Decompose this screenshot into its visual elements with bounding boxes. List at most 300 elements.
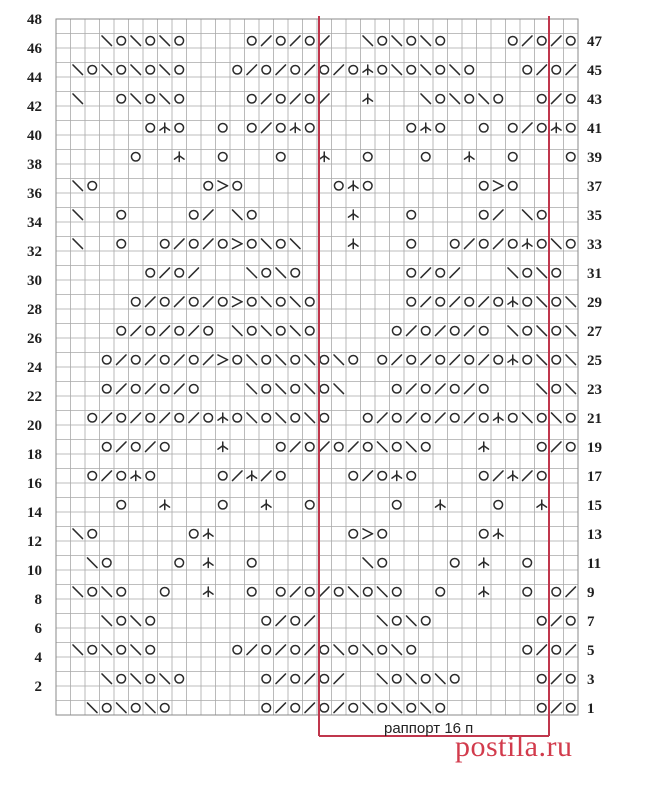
row-number-left: 26 (27, 331, 42, 347)
row-number-left: 8 (34, 592, 42, 608)
yarn-over-symbol (262, 268, 271, 277)
yarn-over-symbol (537, 94, 546, 103)
yarn-over-symbol (537, 674, 546, 683)
ssk-symbol (537, 268, 547, 278)
ssk-symbol (421, 703, 431, 713)
yarn-over-symbol (320, 703, 329, 712)
k2tog-symbol (551, 36, 561, 46)
yarn-over-symbol (262, 616, 271, 625)
right-double-decrease-symbol (232, 239, 242, 249)
double-decrease-symbol (551, 123, 561, 133)
yarn-over-symbol (88, 529, 97, 538)
yarn-over-symbol (262, 703, 271, 712)
yarn-over-symbol (552, 587, 561, 596)
row-number-right: 33 (587, 236, 602, 253)
right-double-decrease-symbol (232, 297, 242, 307)
yarn-over-symbol (146, 326, 155, 335)
yarn-over-symbol (146, 471, 155, 480)
yarn-over-symbol (566, 152, 575, 161)
row-number-right: 9 (587, 584, 595, 601)
row-number-left: 38 (27, 157, 42, 173)
ssk-symbol (276, 413, 286, 423)
yarn-over-symbol (465, 65, 474, 74)
right-double-decrease-symbol (218, 181, 228, 191)
yarn-over-symbol (305, 297, 314, 306)
double-decrease-symbol (203, 529, 213, 539)
yarn-over-symbol (363, 181, 372, 190)
yarn-over-symbol (378, 65, 387, 74)
ssk-symbol (537, 355, 547, 365)
row-number-left: 10 (27, 563, 42, 579)
yarn-over-symbol (436, 587, 445, 596)
yarn-over-symbol (421, 152, 430, 161)
row-number-right: 45 (587, 62, 602, 79)
yarn-over-symbol (349, 703, 358, 712)
row-number-left: 28 (27, 302, 42, 318)
yarn-over-symbol (479, 471, 488, 480)
yarn-over-symbol (160, 442, 169, 451)
yarn-over-symbol (233, 65, 242, 74)
yarn-over-symbol (523, 558, 532, 567)
k2tog-symbol (450, 268, 460, 278)
yarn-over-symbol (88, 65, 97, 74)
k2tog-symbol (305, 703, 315, 713)
ssk-symbol (522, 210, 532, 220)
yarn-over-symbol (479, 413, 488, 422)
yarn-over-symbol (160, 355, 169, 364)
yarn-over-symbol (117, 645, 126, 654)
row-number-left: 20 (27, 418, 42, 434)
yarn-over-symbol (450, 558, 459, 567)
ssk-symbol (73, 587, 83, 597)
ssk-symbol (73, 181, 83, 191)
ssk-symbol (73, 94, 83, 104)
ssk-symbol (450, 94, 460, 104)
ssk-symbol (305, 413, 315, 423)
yarn-over-symbol (146, 65, 155, 74)
k2tog-symbol (479, 355, 489, 365)
yarn-over-symbol (349, 65, 358, 74)
yarn-over-symbol (247, 587, 256, 596)
yarn-over-symbol (175, 674, 184, 683)
yarn-over-symbol (392, 413, 401, 422)
yarn-over-symbol (160, 297, 169, 306)
k2tog-symbol (464, 384, 474, 394)
yarn-over-symbol (247, 297, 256, 306)
yarn-over-symbol (262, 674, 271, 683)
yarn-over-symbol (421, 326, 430, 335)
ssk-symbol (537, 326, 547, 336)
double-decrease-symbol (203, 558, 213, 568)
yarn-over-symbol (436, 355, 445, 364)
yarn-over-symbol (508, 413, 517, 422)
row-number-right: 19 (587, 439, 602, 456)
yarn-over-symbol (117, 500, 126, 509)
yarn-over-symbol (407, 471, 416, 480)
row-number-left: 36 (27, 186, 42, 202)
yarn-over-symbol (523, 587, 532, 596)
ssk-symbol (421, 65, 431, 75)
ssk-symbol (247, 355, 257, 365)
k2tog-symbol (551, 703, 561, 713)
yarn-over-symbol (436, 65, 445, 74)
double-decrease-symbol (363, 65, 373, 75)
yarn-over-symbol (276, 152, 285, 161)
yarn-over-symbol (88, 181, 97, 190)
yarn-over-symbol (334, 587, 343, 596)
ssk-symbol (522, 413, 532, 423)
yarn-over-symbol (349, 471, 358, 480)
double-decrease-symbol (493, 529, 503, 539)
yarn-over-symbol (552, 645, 561, 654)
yarn-over-symbol (204, 326, 213, 335)
yarn-over-symbol (291, 413, 300, 422)
row-number-left: 6 (34, 621, 42, 637)
ssk-symbol (348, 587, 358, 597)
k2tog-symbol (261, 36, 271, 46)
yarn-over-symbol (537, 210, 546, 219)
yarn-over-symbol (392, 442, 401, 451)
ssk-symbol (261, 297, 271, 307)
k2tog-symbol (290, 442, 300, 452)
yarn-over-symbol (291, 645, 300, 654)
yarn-over-symbol (508, 152, 517, 161)
ssk-symbol (145, 703, 155, 713)
yarn-over-symbol (537, 36, 546, 45)
ssk-symbol (73, 239, 83, 249)
yarn-over-symbol (537, 703, 546, 712)
yarn-over-symbol (88, 587, 97, 596)
row-number-left: 18 (27, 447, 42, 463)
k2tog-symbol (203, 239, 213, 249)
k2tog-symbol (421, 268, 431, 278)
yarn-over-symbol (247, 326, 256, 335)
yarn-over-symbol (262, 384, 271, 393)
yarn-over-symbol (247, 558, 256, 567)
yarn-over-symbol (305, 123, 314, 132)
k2tog-symbol (116, 384, 126, 394)
ssk-symbol (435, 674, 445, 684)
yarn-over-symbol (305, 500, 314, 509)
double-decrease-symbol (493, 413, 503, 423)
k2tog-symbol (305, 616, 315, 626)
k2tog-symbol (493, 471, 503, 481)
row-number-right: 3 (587, 671, 595, 688)
right-row-numbers (587, 34, 603, 717)
yarn-over-symbol (291, 268, 300, 277)
yarn-over-symbol (566, 94, 575, 103)
ssk-symbol (160, 94, 170, 104)
double-decrease-symbol (218, 442, 228, 452)
k2tog-symbol (421, 355, 431, 365)
yarn-over-symbol (131, 355, 140, 364)
ssk-symbol (421, 94, 431, 104)
yarn-over-symbol (494, 94, 503, 103)
double-decrease-symbol (508, 297, 518, 307)
yarn-over-symbol (218, 297, 227, 306)
yarn-over-symbol (247, 210, 256, 219)
yarn-over-symbol (523, 268, 532, 277)
yarn-over-symbol (117, 94, 126, 103)
row-number-left: 44 (27, 70, 42, 86)
ssk-symbol (537, 384, 547, 394)
ssk-symbol (392, 36, 402, 46)
yarn-over-symbol (320, 355, 329, 364)
ssk-symbol (102, 674, 112, 684)
ssk-symbol (160, 65, 170, 75)
yarn-over-symbol (218, 239, 227, 248)
yarn-over-symbol (392, 674, 401, 683)
row-number-left: 14 (27, 505, 42, 521)
yarn-over-symbol (262, 645, 271, 654)
k2tog-symbol (406, 384, 416, 394)
yarn-over-symbol (378, 645, 387, 654)
yarn-over-symbol (291, 674, 300, 683)
k2tog-symbol (174, 384, 184, 394)
k2tog-symbol (247, 645, 257, 655)
yarn-over-symbol (378, 471, 387, 480)
k2tog-symbol (522, 36, 532, 46)
k2tog-symbol (479, 297, 489, 307)
yarn-over-symbol (233, 413, 242, 422)
yarn-over-symbol (436, 297, 445, 306)
yarn-over-symbol (349, 355, 358, 364)
double-decrease-symbol (464, 152, 474, 162)
yarn-over-symbol (160, 703, 169, 712)
k2tog-symbol (566, 645, 576, 655)
yarn-over-symbol (363, 442, 372, 451)
k2tog-symbol (189, 268, 199, 278)
yarn-over-symbol (552, 384, 561, 393)
yarn-over-symbol (378, 36, 387, 45)
k2tog-symbol (319, 587, 329, 597)
yarn-over-symbol (131, 152, 140, 161)
yarn-over-symbol (421, 674, 430, 683)
yarn-over-symbol (479, 326, 488, 335)
double-decrease-symbol (348, 210, 358, 220)
row-number-left: 12 (27, 534, 42, 550)
ssk-symbol (131, 36, 141, 46)
double-decrease-symbol (435, 500, 445, 510)
yarn-over-symbol (494, 500, 503, 509)
ssk-symbol (392, 65, 402, 75)
ssk-symbol (305, 355, 315, 365)
yarn-over-symbol (566, 442, 575, 451)
yarn-over-symbol (146, 645, 155, 654)
yarn-over-symbol (117, 413, 126, 422)
k2tog-symbol (450, 297, 460, 307)
yarn-over-symbol (175, 326, 184, 335)
row-number-left: 32 (27, 244, 42, 260)
yarn-over-symbol (276, 326, 285, 335)
yarn-over-symbol (552, 297, 561, 306)
yarn-over-symbol (436, 94, 445, 103)
row-number-right: 5 (587, 642, 595, 659)
yarn-over-symbol (494, 297, 503, 306)
k2tog-symbol (566, 587, 576, 597)
ssk-symbol (406, 674, 416, 684)
yarn-over-symbol (465, 94, 474, 103)
ssk-symbol (421, 36, 431, 46)
yarn-over-symbol (407, 268, 416, 277)
ssk-symbol (334, 645, 344, 655)
yarn-over-symbol (421, 384, 430, 393)
yarn-over-symbol (537, 616, 546, 625)
yarn-over-symbol (392, 500, 401, 509)
yarn-over-symbol (305, 94, 314, 103)
yarn-over-symbol (276, 94, 285, 103)
k2tog-symbol (363, 471, 373, 481)
ssk-symbol (232, 326, 242, 336)
double-decrease-symbol (479, 558, 489, 568)
yarn-over-symbol (247, 123, 256, 132)
double-decrease-symbol (174, 152, 184, 162)
double-decrease-symbol (290, 123, 300, 133)
k2tog-symbol (551, 674, 561, 684)
yarn-over-symbol (218, 500, 227, 509)
yarn-over-symbol (88, 645, 97, 654)
ssk-symbol (247, 268, 257, 278)
yarn-over-symbol (523, 326, 532, 335)
double-decrease-symbol (261, 500, 271, 510)
yarn-over-symbol (334, 442, 343, 451)
yarn-over-symbol (276, 442, 285, 451)
yarn-over-symbol (175, 65, 184, 74)
yarn-over-symbol (146, 123, 155, 132)
k2tog-symbol (116, 442, 126, 452)
yarn-over-symbol (291, 384, 300, 393)
k2tog-symbol (174, 355, 184, 365)
ssk-symbol (377, 674, 387, 684)
ssk-symbol (551, 413, 561, 423)
yarn-over-symbol (262, 65, 271, 74)
yarn-over-symbol (146, 674, 155, 683)
k2tog-symbol (160, 413, 170, 423)
double-decrease-symbol (421, 123, 431, 133)
yarn-over-symbol (189, 210, 198, 219)
ssk-symbol (392, 645, 402, 655)
ssk-symbol (363, 558, 373, 568)
ssk-symbol (160, 674, 170, 684)
ssk-symbol (508, 326, 518, 336)
k2tog-symbol (174, 297, 184, 307)
k2tog-symbol (203, 210, 213, 220)
ssk-symbol (73, 65, 83, 75)
yarn-over-symbol (320, 413, 329, 422)
ssk-symbol (450, 65, 460, 75)
yarn-over-symbol (262, 355, 271, 364)
yarn-over-symbol (479, 529, 488, 538)
yarn-over-symbol (175, 413, 184, 422)
k2tog-symbol (464, 239, 474, 249)
double-decrease-symbol (348, 239, 358, 249)
yarn-over-symbol (479, 181, 488, 190)
ssk-symbol (247, 384, 257, 394)
yarn-over-symbol (247, 239, 256, 248)
k2tog-symbol (276, 616, 286, 626)
yarn-over-symbol (291, 65, 300, 74)
ssk-symbol (551, 239, 561, 249)
ssk-symbol (87, 558, 97, 568)
yarn-over-symbol (479, 384, 488, 393)
yarn-over-symbol (320, 384, 329, 393)
k2tog-symbol (160, 268, 170, 278)
yarn-over-symbol (378, 355, 387, 364)
row-number-right: 35 (587, 207, 602, 224)
double-decrease-symbol (537, 500, 547, 510)
row-number-right: 41 (587, 120, 602, 137)
yarn-over-symbol (233, 181, 242, 190)
ssk-symbol (334, 355, 344, 365)
double-decrease-symbol (479, 587, 489, 597)
yarn-over-symbol (146, 616, 155, 625)
k2tog-symbol (116, 355, 126, 365)
yarn-over-symbol (465, 297, 474, 306)
yarn-over-symbol (146, 413, 155, 422)
k2tog-symbol (276, 674, 286, 684)
yarn-over-symbol (566, 239, 575, 248)
k2tog-symbol (102, 471, 112, 481)
k2tog-symbol (189, 326, 199, 336)
ssk-symbol (276, 384, 286, 394)
k2tog-symbol (305, 65, 315, 75)
double-decrease-symbol (218, 413, 228, 423)
yarn-over-symbol (131, 297, 140, 306)
yarn-over-symbol (276, 297, 285, 306)
yarn-over-symbol (363, 152, 372, 161)
yarn-over-symbol (102, 442, 111, 451)
k2tog-symbol (102, 413, 112, 423)
k2tog-symbol (174, 239, 184, 249)
yarn-over-symbol (566, 123, 575, 132)
double-decrease-symbol (508, 355, 518, 365)
yarn-over-symbol (392, 616, 401, 625)
ssk-symbol (131, 674, 141, 684)
ssk-symbol (131, 94, 141, 104)
yarn-over-symbol (552, 355, 561, 364)
row-number-right: 7 (587, 613, 595, 630)
k2tog-symbol (203, 297, 213, 307)
ssk-symbol (261, 326, 271, 336)
yarn-over-symbol (233, 645, 242, 654)
yarn-over-symbol (378, 558, 387, 567)
yarn-over-symbol (175, 268, 184, 277)
k2tog-symbol (290, 587, 300, 597)
ssk-symbol (290, 297, 300, 307)
row-number-left: 46 (27, 41, 42, 57)
ssk-symbol (102, 65, 112, 75)
yarn-over-symbol (392, 384, 401, 393)
k2tog-symbol (551, 616, 561, 626)
yarn-over-symbol (378, 529, 387, 538)
ssk-symbol (363, 36, 373, 46)
ssk-symbol (537, 297, 547, 307)
yarn-over-symbol (131, 384, 140, 393)
k2tog-symbol (377, 413, 387, 423)
k2tog-symbol (493, 239, 503, 249)
k2tog-symbol (232, 471, 242, 481)
yarn-over-symbol (131, 442, 140, 451)
yarn-over-symbol (305, 326, 314, 335)
row-number-left: 16 (27, 476, 42, 492)
yarn-over-symbol (117, 210, 126, 219)
ssk-symbol (363, 703, 373, 713)
row-number-right: 31 (587, 265, 602, 282)
row-number-left: 48 (27, 12, 42, 28)
yarn-over-symbol (117, 326, 126, 335)
ssk-symbol (290, 239, 300, 249)
ssk-symbol (406, 616, 416, 626)
